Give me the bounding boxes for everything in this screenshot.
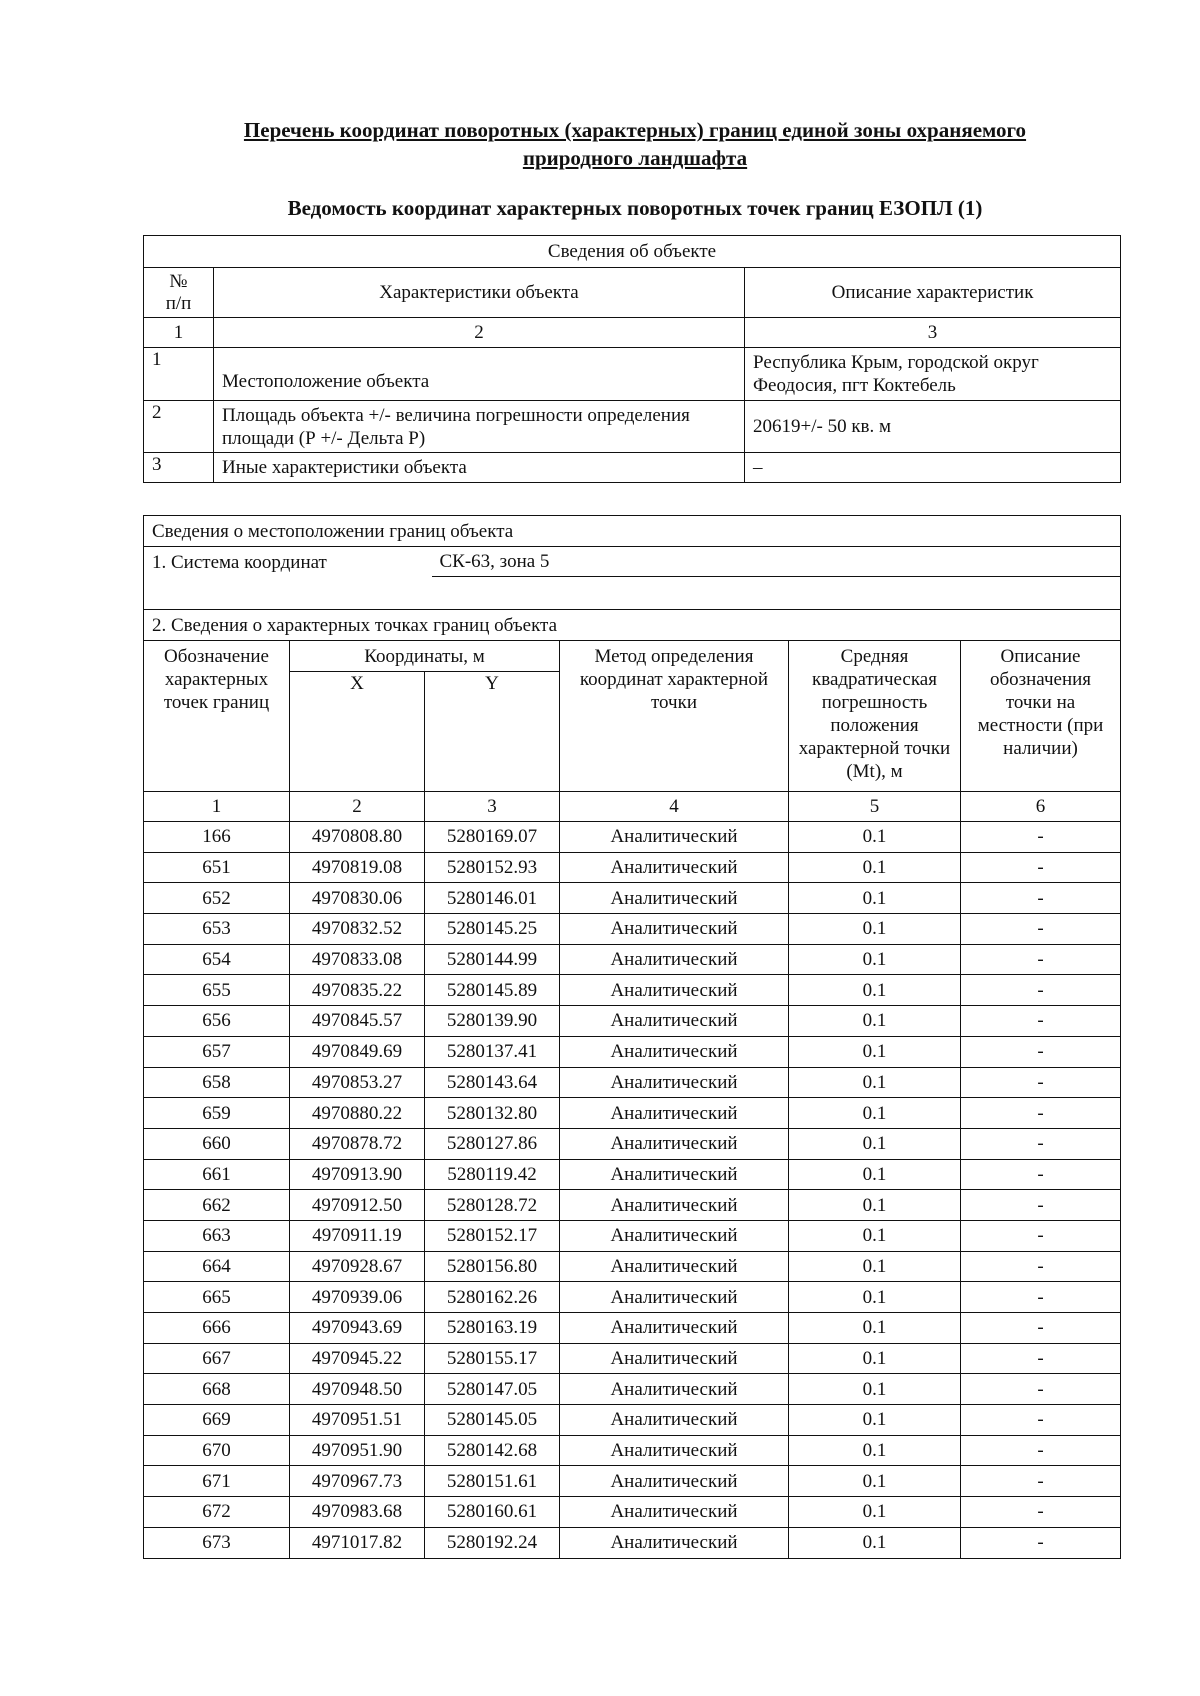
point-method: Аналитический xyxy=(560,852,789,883)
document-subtitle: Ведомость координат характерных поворотных точек границ ЕЗОПЛ (1) xyxy=(287,196,983,220)
point-method: Аналитический xyxy=(560,1282,789,1313)
header-characteristic: Характеристики объекта xyxy=(214,268,745,318)
point-desc: - xyxy=(961,1036,1121,1067)
point-error: 0.1 xyxy=(789,1343,961,1374)
point-method: Аналитический xyxy=(560,1190,789,1221)
point-y: 5280143.64 xyxy=(425,1067,560,1098)
header-point: Обозначение характерных точек границ xyxy=(144,641,290,792)
row-description: – xyxy=(745,453,1121,483)
point-x: 4970948.50 xyxy=(290,1374,425,1405)
points-body xyxy=(144,822,1121,1559)
point-desc: - xyxy=(961,1374,1121,1405)
point-method: Аналитический xyxy=(560,883,789,914)
point-x: 4970832.52 xyxy=(290,914,425,945)
point-desc: - xyxy=(961,1128,1121,1159)
point-method: Аналитический xyxy=(560,822,789,853)
point-error: 0.1 xyxy=(789,1374,961,1405)
table-row xyxy=(144,1159,1121,1190)
col-number: 5 xyxy=(789,792,961,822)
point-method: Аналитический xyxy=(560,1067,789,1098)
row-characteristic: Иные характеристики объекта xyxy=(214,453,745,483)
object-info-table xyxy=(143,235,1121,483)
point-method: Аналитический xyxy=(560,1405,789,1436)
point-x: 4970808.80 xyxy=(290,822,425,853)
table-row xyxy=(144,1128,1121,1159)
point-y: 5280139.90 xyxy=(425,1006,560,1037)
point-desc: - xyxy=(961,944,1121,975)
point-error: 0.1 xyxy=(789,1435,961,1466)
table-row xyxy=(144,914,1121,945)
point-x: 4970951.51 xyxy=(290,1405,425,1436)
col-number: 2 xyxy=(214,318,745,348)
header-y: Y xyxy=(425,672,560,792)
point-id: 658 xyxy=(144,1067,290,1098)
point-method: Аналитический xyxy=(560,975,789,1006)
point-error: 0.1 xyxy=(789,1036,961,1067)
point-x: 4970880.22 xyxy=(290,1098,425,1129)
point-x: 4970928.67 xyxy=(290,1251,425,1282)
row-num: 1 xyxy=(144,348,214,401)
point-error: 0.1 xyxy=(789,1098,961,1129)
point-desc: - xyxy=(961,975,1121,1006)
point-method: Аналитический xyxy=(560,1128,789,1159)
point-y: 5280156.80 xyxy=(425,1251,560,1282)
point-y: 5280160.61 xyxy=(425,1497,560,1528)
header-x: X xyxy=(290,672,425,792)
col-number: 1 xyxy=(144,792,290,822)
point-error: 0.1 xyxy=(789,1067,961,1098)
row-description: Республика Крым, городской округ Феодосия, пгт Коктебель xyxy=(745,348,1121,401)
header-coords: Координаты, м xyxy=(290,641,560,672)
point-x: 4970912.50 xyxy=(290,1190,425,1221)
point-method: Аналитический xyxy=(560,1220,789,1251)
point-id: 668 xyxy=(144,1374,290,1405)
point-id: 657 xyxy=(144,1036,290,1067)
point-id: 652 xyxy=(144,883,290,914)
point-desc: - xyxy=(961,1313,1121,1344)
point-method: Аналитический xyxy=(560,944,789,975)
point-desc: - xyxy=(961,1159,1121,1190)
point-method: Аналитический xyxy=(560,1036,789,1067)
point-method: Аналитический xyxy=(560,1159,789,1190)
point-desc: - xyxy=(961,1527,1121,1558)
point-id: 671 xyxy=(144,1466,290,1497)
point-desc: - xyxy=(961,852,1121,883)
point-error: 0.1 xyxy=(789,822,961,853)
table-row xyxy=(144,1313,1121,1344)
header-description: Описание обозначения точки на местности (при наличии) xyxy=(961,641,1121,792)
point-y: 5280144.99 xyxy=(425,944,560,975)
point-error: 0.1 xyxy=(789,1405,961,1436)
point-id: 653 xyxy=(144,914,290,945)
point-y: 5280152.93 xyxy=(425,852,560,883)
point-error: 0.1 xyxy=(789,914,961,945)
table-row xyxy=(144,1251,1121,1282)
point-error: 0.1 xyxy=(789,1220,961,1251)
point-x: 4970967.73 xyxy=(290,1466,425,1497)
point-method: Аналитический xyxy=(560,1343,789,1374)
table-row xyxy=(144,1435,1121,1466)
point-y: 5280119.42 xyxy=(425,1159,560,1190)
header-method: Метод определения координат характерной точки xyxy=(560,641,789,792)
point-method: Аналитический xyxy=(560,1527,789,1558)
header-description: Описание характеристик xyxy=(745,268,1121,318)
point-y: 5280128.72 xyxy=(425,1190,560,1221)
point-id: 665 xyxy=(144,1282,290,1313)
point-x: 4970939.06 xyxy=(290,1282,425,1313)
col-number: 3 xyxy=(425,792,560,822)
point-x: 4970833.08 xyxy=(290,944,425,975)
table-row xyxy=(144,1527,1121,1558)
point-id: 660 xyxy=(144,1128,290,1159)
point-desc: - xyxy=(961,1435,1121,1466)
point-desc: - xyxy=(961,822,1121,853)
coord-system-label: 1. Система координат xyxy=(144,547,560,578)
point-desc: - xyxy=(961,1251,1121,1282)
point-id: 669 xyxy=(144,1405,290,1436)
table-row xyxy=(144,1282,1121,1313)
point-id: 663 xyxy=(144,1220,290,1251)
point-id: 655 xyxy=(144,975,290,1006)
point-x: 4970853.27 xyxy=(290,1067,425,1098)
point-error: 0.1 xyxy=(789,1006,961,1037)
point-y: 5280163.19 xyxy=(425,1313,560,1344)
table-row xyxy=(144,944,1121,975)
row-characteristic: Площадь объекта +/- величина погрешности определения площади (Р +/- Дельта Р) xyxy=(214,401,745,453)
point-y: 5280137.41 xyxy=(425,1036,560,1067)
point-desc: - xyxy=(961,1405,1121,1436)
document-title-line-1: Перечень координат поворотных (характерных) границ единой зоны охраняемого xyxy=(243,118,1027,142)
point-error: 0.1 xyxy=(789,1466,961,1497)
point-x: 4970835.22 xyxy=(290,975,425,1006)
table-row xyxy=(144,1006,1121,1037)
row-description: 20619+/- 50 кв. м xyxy=(745,401,1121,453)
point-desc: - xyxy=(961,883,1121,914)
point-error: 0.1 xyxy=(789,975,961,1006)
point-method: Аналитический xyxy=(560,914,789,945)
point-id: 661 xyxy=(144,1159,290,1190)
point-x: 4970819.08 xyxy=(290,852,425,883)
point-y: 5280145.89 xyxy=(425,975,560,1006)
point-method: Аналитический xyxy=(560,1251,789,1282)
point-id: 656 xyxy=(144,1006,290,1037)
point-x: 4970951.90 xyxy=(290,1435,425,1466)
point-id: 654 xyxy=(144,944,290,975)
point-id: 667 xyxy=(144,1343,290,1374)
point-x: 4970943.69 xyxy=(290,1313,425,1344)
row-characteristic: Местоположение объекта xyxy=(214,348,745,401)
table-row xyxy=(144,1220,1121,1251)
table-row xyxy=(144,1405,1121,1436)
point-y: 5280145.25 xyxy=(425,914,560,945)
point-desc: - xyxy=(961,1220,1121,1251)
point-x: 4970983.68 xyxy=(290,1497,425,1528)
point-desc: - xyxy=(961,914,1121,945)
point-desc: - xyxy=(961,1190,1121,1221)
point-id: 673 xyxy=(144,1527,290,1558)
col-number: 1 xyxy=(144,318,214,348)
header-error: Средняя квадратическая погрешность положения характерной точки (Mt), м xyxy=(789,641,961,792)
point-x: 4971017.82 xyxy=(290,1527,425,1558)
point-x: 4970878.72 xyxy=(290,1128,425,1159)
point-error: 0.1 xyxy=(789,883,961,914)
table-row xyxy=(144,1466,1121,1497)
point-id: 166 xyxy=(144,822,290,853)
point-id: 651 xyxy=(144,852,290,883)
col-number: 4 xyxy=(560,792,789,822)
point-error: 0.1 xyxy=(789,1128,961,1159)
point-id: 666 xyxy=(144,1313,290,1344)
col-number: 3 xyxy=(745,318,1121,348)
point-id: 664 xyxy=(144,1251,290,1282)
point-method: Аналитический xyxy=(560,1313,789,1344)
point-id: 659 xyxy=(144,1098,290,1129)
point-error: 0.1 xyxy=(789,1313,961,1344)
point-method: Аналитический xyxy=(560,1006,789,1037)
table-row xyxy=(144,852,1121,883)
point-id: 670 xyxy=(144,1435,290,1466)
coord-system-blank-row xyxy=(144,578,1121,610)
point-error: 0.1 xyxy=(789,1159,961,1190)
table-row xyxy=(144,1497,1121,1528)
point-error: 0.1 xyxy=(789,1251,961,1282)
point-x: 4970945.22 xyxy=(290,1343,425,1374)
table-row xyxy=(144,1190,1121,1221)
table-row xyxy=(144,822,1121,853)
point-y: 5280127.86 xyxy=(425,1128,560,1159)
document-title-line-2: природного ландшафта xyxy=(522,146,748,170)
point-y: 5280162.26 xyxy=(425,1282,560,1313)
point-method: Аналитический xyxy=(560,1435,789,1466)
point-error: 0.1 xyxy=(789,944,961,975)
point-desc: - xyxy=(961,1343,1121,1374)
point-y: 5280155.17 xyxy=(425,1343,560,1374)
point-method: Аналитический xyxy=(560,1497,789,1528)
table-row xyxy=(144,975,1121,1006)
point-x: 4970830.06 xyxy=(290,883,425,914)
point-method: Аналитический xyxy=(560,1374,789,1405)
point-desc: - xyxy=(961,1466,1121,1497)
point-error: 0.1 xyxy=(789,852,961,883)
point-y: 5280169.07 xyxy=(425,822,560,853)
row-num: 2 xyxy=(144,401,214,453)
point-x: 4970913.90 xyxy=(290,1159,425,1190)
col-number: 6 xyxy=(961,792,1121,822)
boundary-points-table xyxy=(143,515,1121,1559)
boundary-section-title: Сведения о местоположении границ объекта xyxy=(144,516,1121,547)
point-error: 0.1 xyxy=(789,1497,961,1528)
row-num: 3 xyxy=(144,453,214,483)
point-desc: - xyxy=(961,1497,1121,1528)
table-row xyxy=(144,1067,1121,1098)
point-y: 5280192.24 xyxy=(425,1527,560,1558)
point-y: 5280151.61 xyxy=(425,1466,560,1497)
point-x: 4970911.19 xyxy=(290,1220,425,1251)
point-id: 662 xyxy=(144,1190,290,1221)
point-y: 5280132.80 xyxy=(425,1098,560,1129)
point-method: Аналитический xyxy=(560,1098,789,1129)
point-desc: - xyxy=(961,1282,1121,1313)
point-method: Аналитический xyxy=(560,1466,789,1497)
point-y: 5280145.05 xyxy=(425,1405,560,1436)
point-y: 5280147.05 xyxy=(425,1374,560,1405)
table-row xyxy=(144,883,1121,914)
table-row xyxy=(144,1343,1121,1374)
points-section-title: 2. Сведения о характерных точках границ объекта xyxy=(144,610,1121,641)
point-desc: - xyxy=(961,1006,1121,1037)
point-x: 4970845.57 xyxy=(290,1006,425,1037)
point-desc: - xyxy=(961,1098,1121,1129)
point-error: 0.1 xyxy=(789,1190,961,1221)
point-y: 5280152.17 xyxy=(425,1220,560,1251)
coord-system-value: СК-63, зона 5 xyxy=(432,547,1121,577)
table-row xyxy=(144,1374,1121,1405)
point-error: 0.1 xyxy=(789,1282,961,1313)
point-y: 5280146.01 xyxy=(425,883,560,914)
point-id: 672 xyxy=(144,1497,290,1528)
point-x: 4970849.69 xyxy=(290,1036,425,1067)
point-desc: - xyxy=(961,1067,1121,1098)
header-num: № п/п xyxy=(144,268,214,318)
table-row xyxy=(144,1036,1121,1067)
object-info-section-title: Сведения об объекте xyxy=(144,236,1121,268)
table-row xyxy=(144,1098,1121,1129)
point-y: 5280142.68 xyxy=(425,1435,560,1466)
coord-system-value-cell xyxy=(439,547,1121,578)
point-error: 0.1 xyxy=(789,1527,961,1558)
col-number: 2 xyxy=(290,792,425,822)
